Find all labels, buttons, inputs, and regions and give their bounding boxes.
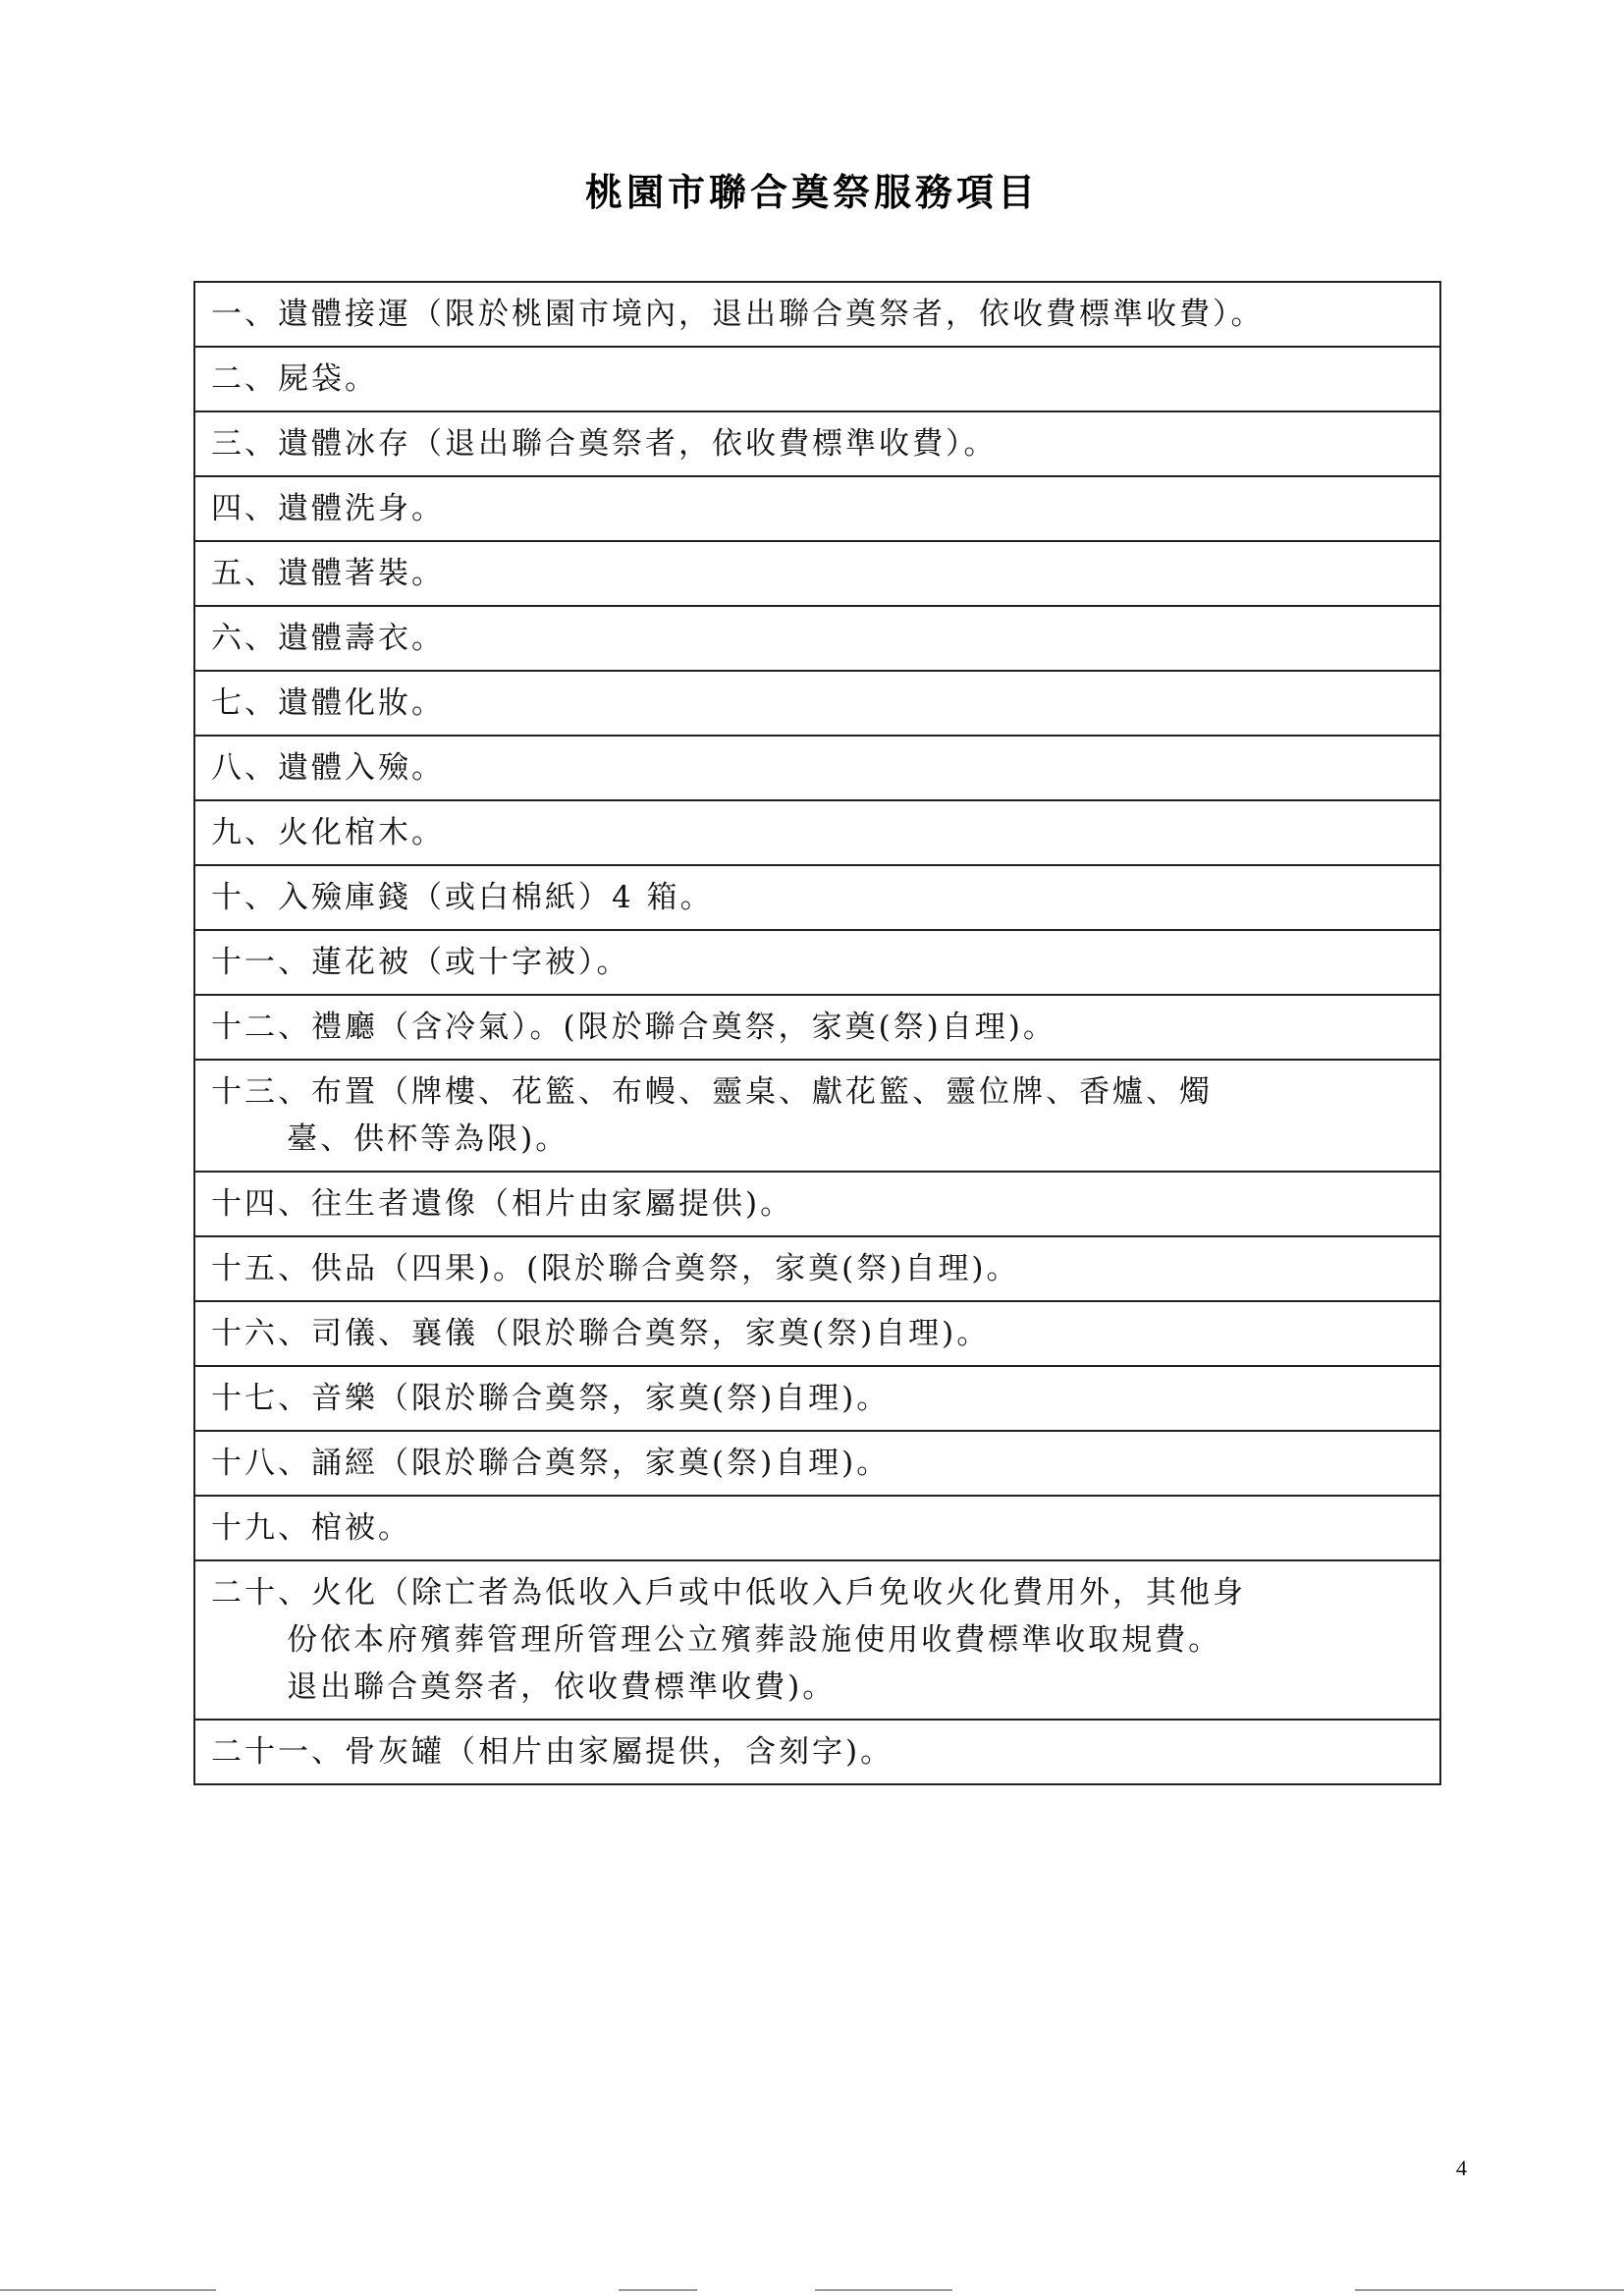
table-row: [194, 736, 1440, 800]
service-item: 十二、禮廳（含冷氣）。(限於聯合奠祭，家奠(祭)自理)。: [194, 995, 1440, 1060]
page-number: 4: [1456, 2156, 1467, 2180]
service-item: 十七、音樂（限於聯合奠祭，家奠(祭)自理)。: [194, 1366, 1440, 1431]
service-item: 六、遺體壽衣。: [194, 606, 1440, 671]
scan-artifact: [1355, 2289, 1624, 2291]
table-row: [194, 995, 1440, 1060]
service-item: 九、火化棺木。: [194, 800, 1440, 865]
document-title: 桃園市聯合奠祭服務項目: [584, 171, 1039, 214]
service-item: 十、入殮庫錢（或白棉紙）4 箱。: [194, 865, 1440, 930]
table-row: [194, 541, 1440, 606]
table-row: [194, 1496, 1440, 1560]
table-row: [194, 930, 1440, 995]
table-row: [194, 800, 1440, 865]
table-row: [194, 671, 1440, 736]
table-row: [194, 1172, 1440, 1236]
service-item: 二、屍袋。: [194, 347, 1440, 411]
service-items-table: [193, 281, 1441, 1785]
service-item: 四、遺體洗身。: [194, 476, 1440, 541]
table-row: [194, 411, 1440, 476]
table-row: [194, 1236, 1440, 1301]
service-item: 一、遺體接運（限於桃園市境內，退出聯合奠祭者，依收費標準收費）。: [194, 282, 1440, 347]
scan-artifact: [619, 2289, 697, 2291]
scan-artifact: [0, 2289, 216, 2291]
table-row: [194, 476, 1440, 541]
service-item: 十九、棺被。: [194, 1496, 1440, 1560]
service-item: 七、遺體化妝。: [194, 671, 1440, 736]
service-item: 十八、誦經（限於聯合奠祭，家奠(祭)自理)。: [194, 1431, 1440, 1496]
table-row: [194, 1560, 1440, 1720]
table-row: [194, 1431, 1440, 1496]
table-row: [194, 347, 1440, 411]
service-item: 十四、往生者遺像（相片由家屬提供)。: [194, 1172, 1440, 1236]
service-item: 十一、蓮花被（或十字被）。: [194, 930, 1440, 995]
service-item: 八、遺體入殮。: [194, 736, 1440, 800]
service-item: 二十、火化（除亡者為低收入戶或中低收入戶免收火化費用外，其他身 份依本府殯葬管理所管理公立殯葬設施使用收費標準收取規費。 退出聯合奠祭者，依收費標準收費)。: [194, 1560, 1440, 1720]
service-item: 十五、供品（四果)。(限於聯合奠祭，家奠(祭)自理)。: [194, 1236, 1440, 1301]
service-item: 二十一、骨灰罐（相片由家屬提供，含刻字)。: [194, 1720, 1440, 1784]
service-item: 三、遺體冰存（退出聯合奠祭者，依收費標準收費）。: [194, 411, 1440, 476]
service-item: 十六、司儀、襄儀（限於聯合奠祭，家奠(祭)自理)。: [194, 1301, 1440, 1366]
table-row: [194, 1720, 1440, 1784]
service-item: 五、遺體著裝。: [194, 541, 1440, 606]
scan-artifact: [815, 2289, 952, 2291]
table-row: [194, 865, 1440, 930]
table-row: [194, 282, 1440, 347]
table-row: [194, 1366, 1440, 1431]
table-row: [194, 1301, 1440, 1366]
service-item: 十三、布置（牌樓、花籃、布幔、靈桌、獻花籃、靈位牌、香爐、燭 臺、供杯等為限)。: [194, 1060, 1440, 1172]
table-row: [194, 1060, 1440, 1172]
table-row: [194, 606, 1440, 671]
